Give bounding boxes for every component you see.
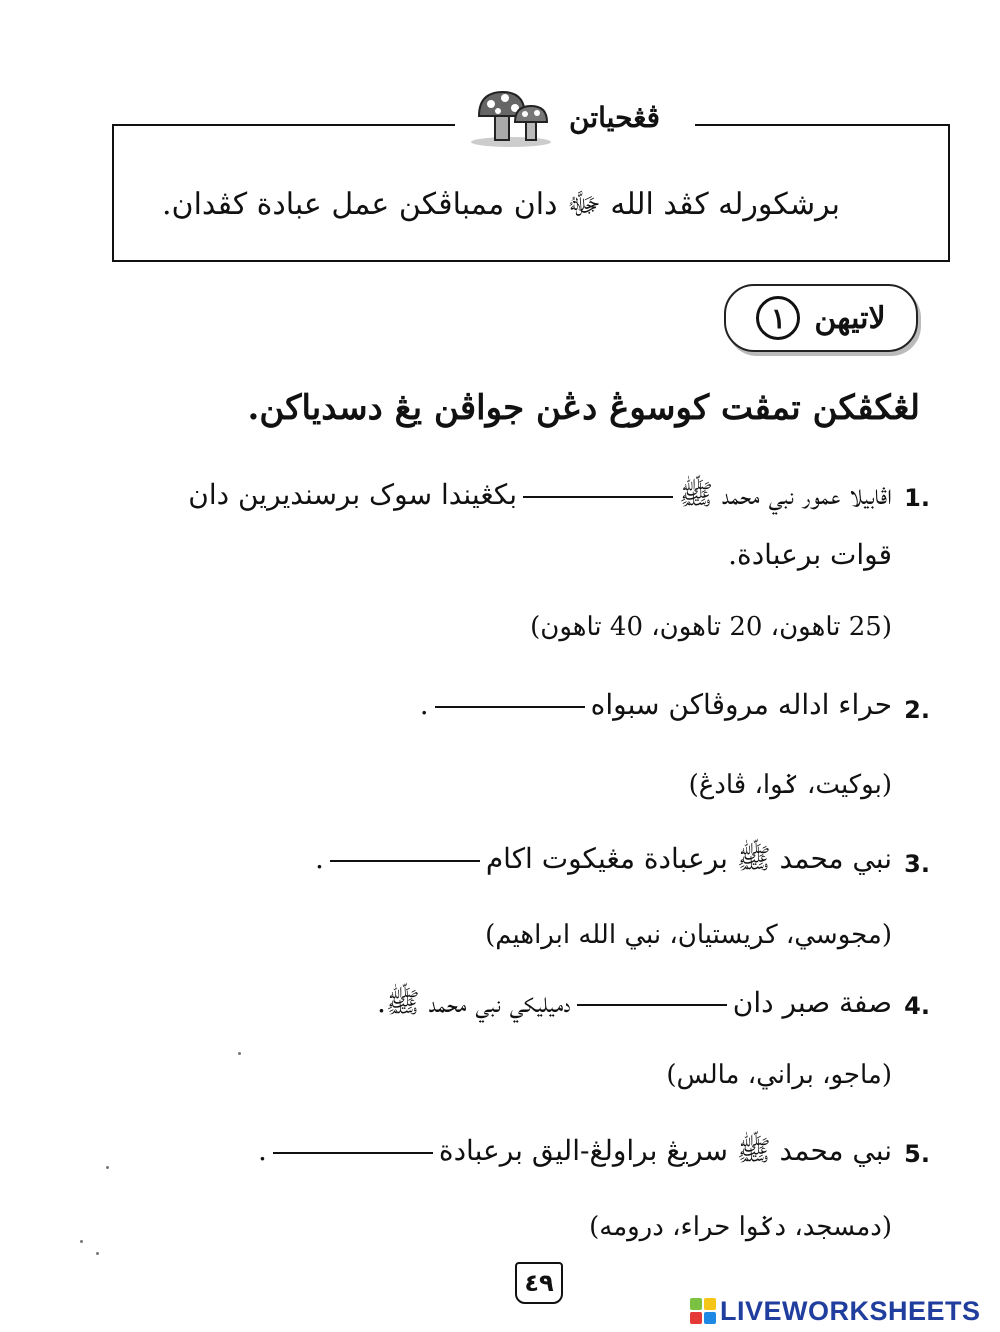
answer-blank-5[interactable] (273, 1151, 433, 1154)
liveworksheets-logo[interactable] (690, 1294, 981, 1328)
question-3-after: . (314, 842, 324, 875)
question-3-line (315, 842, 892, 882)
question-2-line (420, 688, 892, 721)
page-number: ٤٩ (515, 1262, 563, 1304)
question-number-3: 3. (904, 850, 930, 878)
question-1-line2: قوات برعبادة. (728, 538, 892, 571)
question-2-before: حراء اداله مروڤاکن سبواه (590, 688, 892, 721)
answer-blank-1[interactable] (523, 495, 673, 498)
answer-blank-4[interactable] (577, 1003, 727, 1006)
liveworksheets-logo-icon (690, 1298, 716, 1324)
question-1-line1 (188, 478, 892, 518)
question-4-after: دميليكي نبي محمد ﷺ. (377, 986, 571, 1019)
question-number-4: 4. (904, 992, 930, 1020)
question-5-after: . (258, 1134, 267, 1167)
scan-speck (80, 1240, 83, 1243)
latihan-badge (724, 284, 918, 352)
question-1-options: (25 تاهون، 20 تاهون، 40 تاهون) (530, 612, 892, 642)
question-1-before: اڤابيلا عمور نبي محمد ﷺ (679, 478, 892, 511)
scan-speck (238, 1052, 241, 1055)
latihan-label: لاتيهن (814, 300, 886, 336)
latihan-number: ١ (756, 296, 800, 340)
question-2-options: (بوكيت، ݢوا، ڤادڠ) (688, 770, 892, 800)
question-4-options: (ماجو، براني، مالس) (666, 1060, 892, 1090)
pengajaran-title: ڤڠحياتن (569, 100, 661, 134)
question-3-before: نبي محمد ﷺ برعبادة مڠيكوت اكام (485, 842, 892, 875)
question-number-5: 5. (904, 1140, 930, 1168)
answer-blank-3[interactable] (330, 859, 480, 862)
question-5-before: نبي محمد ﷺ سريڠ براولڠ-اليق برعبادة (438, 1134, 892, 1167)
question-number-1: 1. (904, 484, 930, 512)
scan-speck (106, 1166, 109, 1169)
pengajaran-header (455, 82, 695, 152)
instruction-text: لڠكڤكن تمڤت كوسوڠ دڠن جواڤن يڠ دسدياكن. (247, 388, 920, 428)
answer-blank-2[interactable] (435, 705, 585, 708)
scan-speck (96, 1252, 99, 1255)
question-4-before: صفة صبر دان (732, 986, 892, 1019)
question-number-2: 2. (904, 696, 930, 724)
question-1-after: بكڠيندا سوک برسنديرين دان (188, 478, 518, 511)
pengajaran-text: برشكورله كڤد الله ﷻ دان ممباڤكن عمل عبادة كڤدان. (162, 187, 840, 222)
question-5-options: (دمسجد، دݢوا حراء، درومه) (589, 1212, 892, 1242)
question-5-line (258, 1134, 892, 1174)
question-3-options: (مجوسي، كريستيان، نبي الله ابراهيم) (485, 920, 892, 950)
mushroom-icon (465, 86, 557, 148)
liveworksheets-brand: LIVEWORKSHEETS (720, 1295, 981, 1326)
question-2-after: . (419, 688, 429, 721)
question-4-line (377, 986, 892, 1026)
